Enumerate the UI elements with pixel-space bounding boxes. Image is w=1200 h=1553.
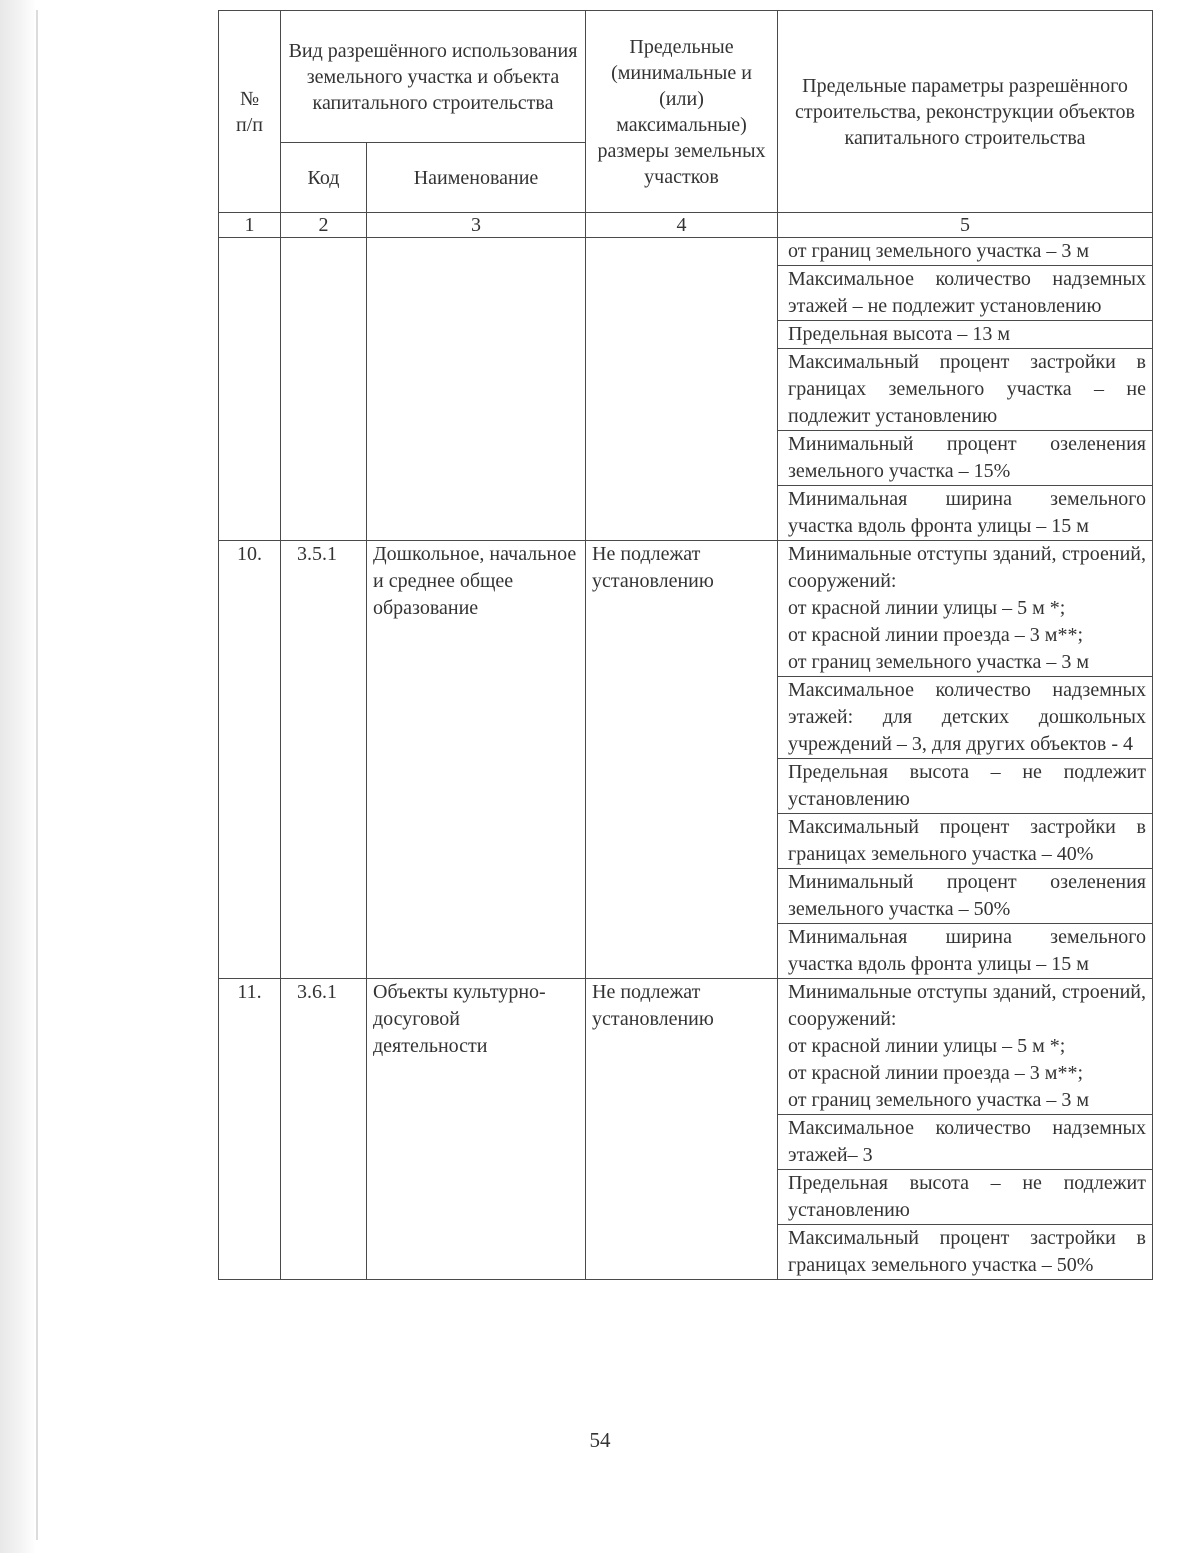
header-num: № п/п (219, 11, 281, 213)
param-line: от красной линии проезда – 3 м**; (788, 624, 1084, 646)
header-razm: Предельные (минимальные и (или) максимальные) размеры земельных участков (586, 11, 778, 213)
column-number: 4 (586, 213, 778, 238)
param-line: от границ земельного участка – 3 м (788, 240, 1089, 262)
scan-edge (0, 0, 36, 1553)
param-line: Минимальный процент озеленения земельного участка – 50% (788, 871, 1146, 920)
row-number (219, 238, 281, 541)
row-code: 3.5.1 (281, 541, 367, 979)
header-kod: Код (281, 143, 367, 213)
scan-line (36, 10, 38, 1540)
param-line: от красной линии улицы – 5 м *; (788, 597, 1066, 619)
column-number-row (219, 213, 1153, 238)
param-line: от границ земельного участка – 3 м (788, 651, 1089, 673)
row-params (778, 238, 1153, 541)
column-number: 1 (219, 213, 281, 238)
header-naim: Наименование (367, 143, 586, 213)
param-line: Предельная высота – 13 м (788, 323, 1011, 345)
param-item (778, 677, 1152, 759)
param-line: от красной линии проезда – 3 м**; (788, 1062, 1084, 1084)
param-line: Максимальный процент застройки в границах земельного участка – не подлежит установлению (788, 351, 1146, 427)
param-item (778, 431, 1152, 486)
param-line: от границ земельного участка – 3 м (788, 1089, 1089, 1111)
param-item (778, 759, 1152, 814)
header-vid: Вид разрешённого использования земельного участка и объекта капитального строительства (281, 11, 586, 143)
param-line: от красной линии улицы – 5 м *; (788, 1035, 1066, 1057)
param-line: Минимальные отступы зданий, строений, сооружений: (788, 981, 1146, 1030)
param-item (778, 266, 1152, 321)
param-line: Минимальные отступы зданий, строений, сооружений: (788, 543, 1146, 592)
regulations-table (218, 10, 1153, 1280)
param-item (778, 1115, 1152, 1170)
param-item (778, 486, 1152, 540)
row-name (367, 238, 586, 541)
param-line: Максимальное количество надземных этажей– 3 (788, 1117, 1146, 1166)
param-line: Предельная высота – не подлежит установлению (788, 1172, 1146, 1221)
header-param: Предельные параметры разрешённого строительства, реконструкции объектов капитального строительства (778, 11, 1153, 213)
column-number: 3 (367, 213, 586, 238)
param-line: Максимальный процент застройки в границах земельного участка – 50% (788, 1227, 1146, 1276)
row-size: Не подлежат установлению (586, 979, 778, 1280)
row-name: Дошкольное, начальное и среднее общее образование (367, 541, 586, 979)
row-number: 11. (219, 979, 281, 1280)
row-params (778, 541, 1153, 979)
param-line: Предельная высота – не подлежит установлению (788, 761, 1146, 810)
page-number: 54 (589, 1428, 611, 1452)
param-line: Минимальная ширина земельного участка вдоль фронта улицы – 15 м (788, 926, 1146, 975)
row-params (778, 979, 1153, 1280)
param-item (778, 979, 1152, 1115)
table-row (219, 238, 1153, 541)
param-item (778, 541, 1152, 677)
param-item (778, 238, 1152, 266)
param-line: Максимальный процент застройки в границах земельного участка – 40% (788, 816, 1146, 865)
row-number: 10. (219, 541, 281, 979)
param-item (778, 814, 1152, 869)
row-code (281, 238, 367, 541)
param-item (778, 1170, 1152, 1225)
row-size (586, 238, 778, 541)
column-number: 2 (281, 213, 367, 238)
param-item (778, 924, 1152, 978)
row-size: Не подлежат установлению (586, 541, 778, 979)
param-line: Максимальное количество надземных этажей – не подлежит установлению (788, 268, 1146, 317)
table-row (219, 541, 1153, 979)
row-name: Объекты культурно-досуговой деятельности (367, 979, 586, 1280)
param-line: Минимальный процент озеленения земельного участка – 15% (788, 433, 1146, 482)
table-body (219, 213, 1153, 1280)
row-code: 3.6.1 (281, 979, 367, 1280)
param-item (778, 321, 1152, 349)
param-line: Максимальное количество надземных этажей: для детских дошкольных учреждений – 3, для других объектов - 4 (788, 679, 1146, 755)
param-item (778, 1225, 1152, 1279)
table-row (219, 979, 1153, 1280)
column-number: 5 (778, 213, 1153, 238)
param-line: Минимальная ширина земельного участка вдоль фронта улицы – 15 м (788, 488, 1146, 537)
table-header (219, 11, 1153, 213)
param-item (778, 349, 1152, 431)
param-item (778, 869, 1152, 924)
